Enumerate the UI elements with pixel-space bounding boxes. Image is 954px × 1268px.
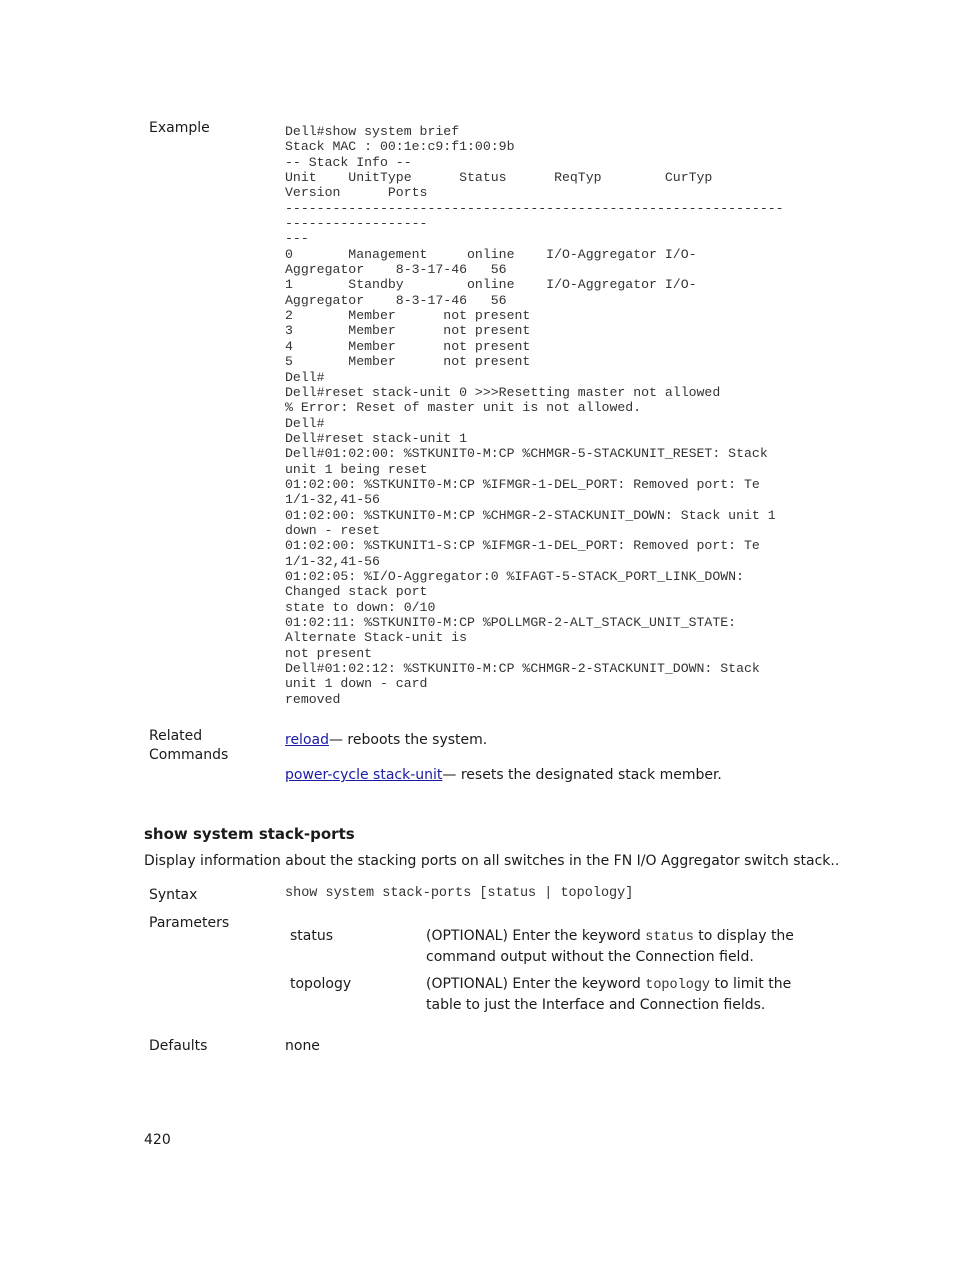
param-keyword-status: status [645, 930, 694, 945]
syntax-label: Syntax [149, 887, 198, 903]
parameters-label: Parameters [149, 915, 230, 931]
param-desc-status-pre: (OPTIONAL) Enter the keyword [426, 928, 646, 944]
related-item-power-cycle [285, 766, 722, 785]
param-name-status: status [290, 928, 334, 944]
related-item-reload [285, 731, 487, 750]
param-desc-status-post: to display the command output without the Connection field. [426, 928, 794, 965]
power-cycle-stack-unit-link[interactable]: power-cycle stack-unit [285, 767, 443, 783]
related-label-line1: Related [149, 728, 203, 744]
reload-link[interactable]: reload [285, 732, 329, 748]
example-code-block: Dell#show system brief Stack MAC : 00:1e:c9:f1:00:9b -- Stack Info -- Unit UnitType Status ReqTyp CurTyp Version Ports --------------------------------------------------------------- ------------------ --- 0 Management online I/O-Aggregator I/O- Aggregator 8-3-17-46 56 1 Standby online I/O-Aggregator I/O- Aggregator 8-3-17-46 56 2 Member not present 3 Member not present 4 Member not present 5 Member not present Dell# Dell#reset stack-unit 0 >>>Resetting master not allowed % Error: Reset of master unit is not allowed. Dell# Dell#reset stack-unit 1 Dell#01:02:00: %STKUNIT0-M:CP %CHMGR-5-STACKUNIT_RESET: Stack unit 1 being reset 01:02:00: %STKUNIT0-M:CP %IFMGR-1-DEL_PORT: Removed port: Te 1/1-32,41-56 01:02:00: %STKUNIT0-M:CP %CHMGR-2-STACKUNIT_DOWN: Stack unit 1 down - reset 01:02:00: %STKUNIT1-S:CP %IFMGR-1-DEL_PORT: Removed port: Te 1/1-32,41-56 01:02:05: %I/O-Aggregator:0 %IFAGT-5-STACK_PORT_LINK_DOWN: Changed stack port state to down: 0/10 01:02:11: %STKUNIT0-M:CP %POLLMGR-2-ALT_STACK_UNIT_STATE: Alternate Stack-unit is not present Dell#01:02:12: %STKUNIT0-M:CP %CHMGR-2-STACKUNIT_DOWN: Stack unit 1 down - card removed [285, 124, 784, 707]
param-keyword-topology: topology [645, 978, 711, 993]
section-description: Display information about the stacking ports on all switches in the FN I/O Aggregator switch stack.. [144, 853, 840, 869]
related-commands-label [149, 727, 228, 765]
reload-description: — reboots the system. [328, 732, 488, 748]
param-desc-status [426, 927, 826, 967]
param-name-topology: topology [290, 976, 352, 992]
example-label: Example [149, 120, 210, 136]
syntax-text: show system stack-ports [status | topology] [285, 886, 634, 901]
defaults-label: Defaults [149, 1038, 208, 1054]
param-desc-topology-pre: (OPTIONAL) Enter the keyword [426, 976, 646, 992]
section-title: show system stack-ports [144, 825, 355, 843]
param-desc-topology [426, 975, 826, 1015]
param-desc-topology-post: to limit the table to just the Interface and Connection fields. [426, 976, 792, 1013]
page-number: 420 [144, 1132, 171, 1148]
defaults-value: none [285, 1038, 320, 1054]
power-cycle-description: — resets the designated stack member. [442, 767, 722, 783]
related-label-line2: Commands [149, 747, 229, 763]
